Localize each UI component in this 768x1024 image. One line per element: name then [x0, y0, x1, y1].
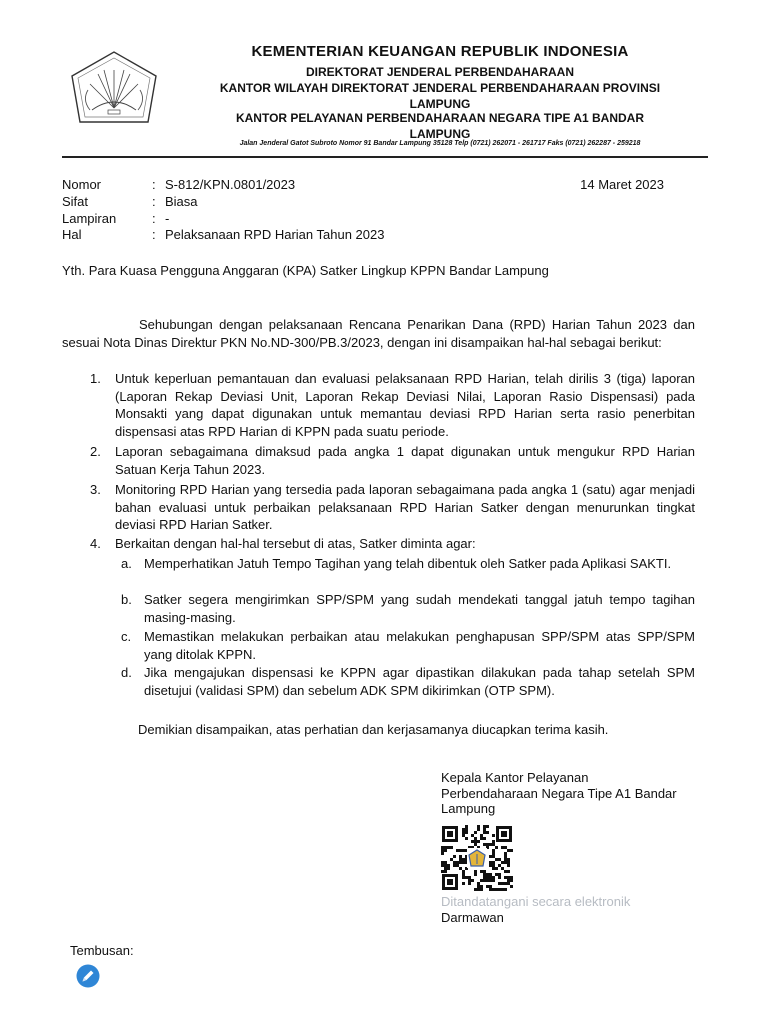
signatory-title-line3: Lampung	[441, 801, 496, 816]
nomor-label: Nomor	[62, 177, 102, 192]
sub-list-item: Memperhatikan Jatuh Tempo Tagihan yang telah dibentuk oleh Satker pada Aplikasi SAKTI.	[144, 556, 672, 571]
regional-office-line1: KANTOR WILAYAH DIREKTORAT JENDERAL PERBENDAHARAAN PROVINSI	[219, 81, 661, 95]
list-item: Berkaitan dengan hal-hal tersebut di atas, Satker diminta agar:	[115, 536, 476, 551]
item-number: 1.	[90, 371, 101, 386]
office-address: Jalan Jenderal Gatot Subroto Nomor 91 Bandar Lampung 35128 Telp (0721) 262071 - 261717 Faks (0721) 262287 - 259218	[239, 140, 641, 147]
letterhead-divider	[62, 156, 708, 158]
service-office-name	[170, 110, 710, 142]
signatory-title-line1: Kepala Kantor Pelayanan	[441, 770, 589, 785]
lampiran-separator: :	[152, 211, 156, 226]
intro-paragraph: Sehubungan dengan pelaksanaan Rencana Penarikan Dana (RPD) Harian Tahun 2023 dan sesuai Nota Dinas Direktur PKN No.ND-300/PB.3/2023, dengan ini disampaikan hal-hal sebagai berikut:	[62, 317, 695, 350]
pen-icon[interactable]	[76, 964, 100, 988]
service-office-line1: KANTOR PELAYANAN PERBENDAHARAAN NEGARA TIPE A1 BANDAR	[235, 111, 645, 125]
signatory-title-line2: Perbendaharaan Negara Tipe A1 Bandar	[441, 785, 677, 801]
ministry-seal-icon	[68, 50, 160, 124]
hal-value: Pelaksanaan RPD Harian Tahun 2023	[165, 227, 385, 242]
item-number: 4.	[90, 536, 101, 551]
regional-office-name	[170, 80, 710, 112]
subitem-letter: a.	[121, 556, 132, 571]
addressee: Yth. Para Kuasa Pengguna Anggaran (KPA) Satker Lingkup KPPN Bandar Lampung	[62, 263, 549, 278]
electronic-signature-note: Ditandatangani secara elektronik	[441, 894, 631, 909]
qr-code-icon	[441, 825, 513, 891]
sifat-value: Biasa	[165, 194, 198, 209]
list-item: Untuk keperluan pemantauan dan evaluasi pelaksanaan RPD Harian, telah dirilis 3 (tiga) laporan (Laporan Rekap Deviasi Unit, Laporan Rekap Deviasi Nilai, Laporan Rasio Dispensasi) pada Monsakti yang dapat digunakan untuk memantau deviasi RPD Harian serta rasio penerbitan dispensasi atas RPD Harian di KPPN pada suatu periode.	[115, 371, 695, 439]
lampiran-value: -	[165, 211, 170, 226]
closing-paragraph: Demikian disampaikan, atas perhatian dan kerjasamanya diucapkan terima kasih.	[138, 722, 609, 737]
sifat-separator: :	[152, 194, 156, 209]
service-office-line2: LAMPUNG	[409, 127, 471, 141]
sifat-label: Sifat	[62, 194, 89, 209]
subitem-letter: d.	[121, 665, 132, 680]
directorate-name: DIREKTORAT JENDERAL PERBENDAHARAAN	[305, 65, 575, 79]
nomor-value: S-812/KPN.0801/2023	[165, 177, 296, 192]
letter-date: 14 Maret 2023	[580, 177, 664, 192]
signatory-name: Darmawan	[441, 910, 504, 925]
signatory-title	[441, 770, 721, 817]
nomor-separator: :	[152, 177, 156, 192]
sub-list-item: Satker segera mengirimkan SPP/SPM yang sudah mendekati tanggal jatuh tempo tagihan masing-masing.	[144, 592, 695, 625]
subitem-letter: c.	[121, 629, 132, 644]
list-item: Laporan sebagaimana dimaksud pada angka 1 dapat digunakan untuk mengukur RPD Harian Satuan Kerja Tahun 2023.	[115, 444, 695, 477]
sub-list-item: Jika mengajukan dispensasi ke KPPN agar dipastikan dilakukan pada tahap setelah SPM disetujui (validasi SPM) dan sebelum ADK SPM dikirimkan (OTP SPM).	[144, 665, 695, 698]
sub-list-item: Memastikan melakukan perbaikan atau melakukan penghapusan SPP/SPM atas SPP/SPM yang ditolak KPPN.	[144, 629, 695, 662]
lampiran-label: Lampiran	[62, 211, 117, 226]
hal-separator: :	[152, 227, 156, 242]
regional-office-line2: LAMPUNG	[409, 97, 471, 111]
item-number: 3.	[90, 482, 101, 497]
ministry-name: KEMENTERIAN KEUANGAN REPUBLIK INDONESIA	[251, 43, 629, 60]
subitem-letter: b.	[121, 592, 132, 607]
list-item: Monitoring RPD Harian yang tersedia pada laporan sebagaimana pada angka 1 (satu) agar menjadi bahan evaluasi untuk perbaikan pelaksanaan RPD Harian Satker dengan menurunkan tingkat deviasi RPD Harian Satker.	[115, 482, 695, 532]
hal-label: Hal	[62, 227, 82, 242]
item-number: 2.	[90, 444, 101, 459]
cc-label: Tembusan:	[70, 943, 134, 958]
